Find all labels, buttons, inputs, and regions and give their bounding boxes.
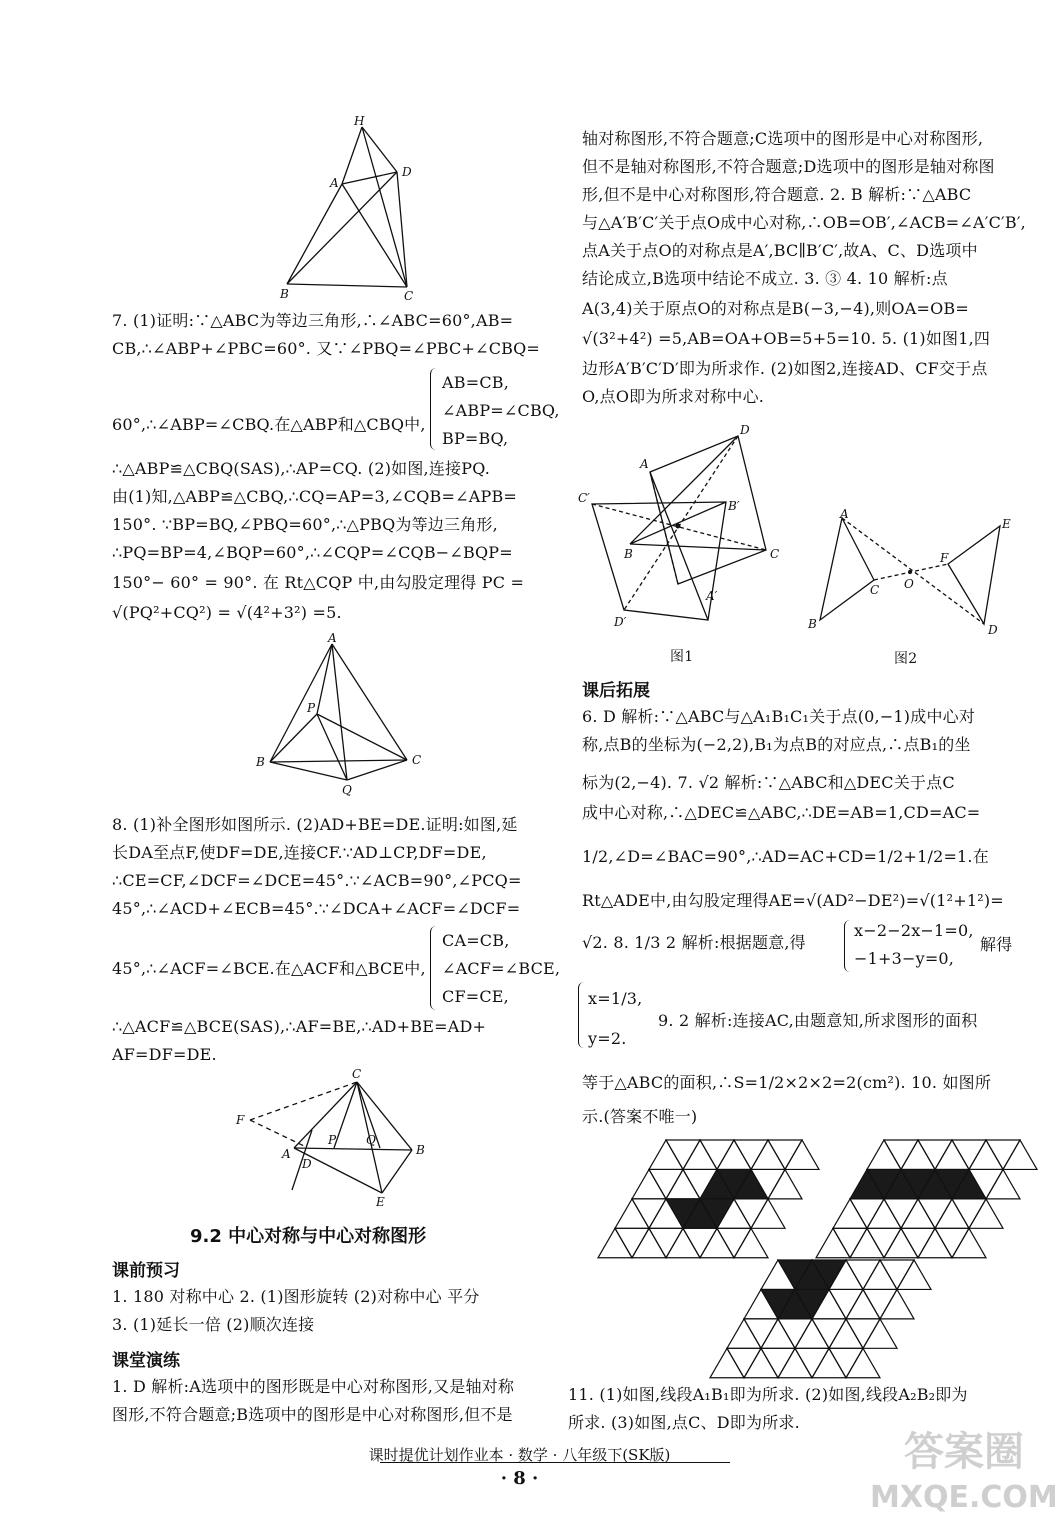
- p7-line4: ∴△ABP≌△CBQ(SAS),∴AP=CQ. (2)如图,连接PQ.: [112, 459, 490, 478]
- grid-triangle: [666, 1140, 700, 1169]
- label-D: D: [988, 623, 998, 637]
- grid-triangle: [649, 1140, 683, 1169]
- grid-triangle: [935, 1199, 969, 1228]
- grid-triangle: [710, 1348, 744, 1377]
- figure-apbcq: [252, 632, 432, 802]
- class-line1: 1. D 解析:A选项中的图形既是中心对称图形,又是轴对称: [112, 1377, 515, 1396]
- grid-triangle: [863, 1319, 897, 1348]
- grid-triangle: [952, 1228, 986, 1257]
- grid-triangle: [778, 1348, 812, 1377]
- grid-triangle: [666, 1169, 700, 1198]
- label-B: B: [808, 617, 817, 631]
- p7-line5: 由(1)知,△ABP≌△CBQ,∴CQ=AP=3,∠CQB=∠APB=: [112, 487, 518, 506]
- grid-triangle: [727, 1319, 761, 1348]
- grid-triangle: [863, 1260, 897, 1289]
- grid-triangle: [598, 1228, 632, 1257]
- r-line7: A(3,4)关于原点O的对称点是B(−3,−4),则OA=OB=: [582, 299, 969, 318]
- label-F: F: [940, 551, 949, 565]
- a-line10: 示.(答案不唯一): [582, 1107, 698, 1126]
- label-B: B: [416, 1143, 425, 1157]
- grid-triangle: [918, 1199, 952, 1228]
- figure-1-quadrilaterals: [578, 424, 798, 634]
- grid-triangle: [615, 1199, 649, 1228]
- class-heading: 课堂演练: [112, 1351, 180, 1371]
- p11-line2: 所求. (3)如图,点C、D即为所求.: [568, 1413, 800, 1432]
- p7-line6: 150°. ∵BP=BQ,∠PBQ=60°,∴△PBQ为等边三角形,: [112, 515, 498, 534]
- footer-title: 课时提优计划作业本 · 数学 · 八年级下(SK版): [368, 1446, 671, 1464]
- grid-triangle: [812, 1348, 846, 1377]
- grid-triangle: [666, 1228, 700, 1257]
- grid-triangle: [615, 1228, 649, 1257]
- grid-triangle: [1003, 1140, 1037, 1169]
- p7-brace-2: ∠ABP=∠CBQ,: [442, 401, 560, 420]
- label-F: F: [236, 1113, 245, 1127]
- grid-triangle: [863, 1289, 897, 1318]
- grid-triangle: [751, 1140, 785, 1169]
- p7-line8: 150°− 60° = 90°. 在 Rt△CQP 中,由勾股定理得 PC =: [112, 573, 525, 592]
- pre-heading: 课前预习: [112, 1261, 180, 1281]
- fig1-caption: 图1: [670, 649, 694, 665]
- grid-triangle: [727, 1348, 761, 1377]
- system1-eq2: −1+3−y=0,: [854, 949, 955, 968]
- a-line6: Rt△ADE中,由勾股定理得AE=√(AD²−DE²)=√(1²+1²)=: [582, 891, 1004, 910]
- label-C: C: [404, 289, 414, 303]
- grid-triangle: [897, 1260, 931, 1289]
- p7-line3: 60°,∴∠ABP=∠CBQ.在△ABP和△CBQ中,: [112, 415, 426, 434]
- label-D: D: [740, 423, 750, 437]
- p7-line2: CB,∴∠ABP+∠PBC=60°. 又∵∠PBQ=∠PBC+∠CBQ=: [112, 339, 541, 358]
- grid-triangle: [717, 1228, 751, 1257]
- system1-eq1: x−2−2x−1=0,: [854, 921, 974, 940]
- grid-triangle: [744, 1348, 778, 1377]
- grid-triangle: [768, 1169, 802, 1198]
- grid-triangle: [850, 1199, 884, 1228]
- pre-line2: 3. (1)延长一倍 (2)顺次连接: [112, 1315, 315, 1334]
- p7-brace-1: AB=CB,: [442, 373, 510, 392]
- grid-triangle: [734, 1228, 768, 1257]
- grid-triangle: [969, 1199, 1003, 1228]
- after-heading: 课后拓展: [582, 681, 650, 701]
- grid-triangle: [751, 1199, 785, 1228]
- grid-triangle: [734, 1140, 768, 1169]
- p8-brace-1: CA=CB,: [442, 931, 510, 950]
- grid-triangle: [880, 1289, 914, 1318]
- label-D: D: [402, 165, 412, 179]
- p8-line7: AF=DF=DE.: [112, 1045, 217, 1064]
- a-line9: 等于△ABC的面积,∴S=1/2×2×2=2(cm²). 10. 如图所: [582, 1073, 992, 1092]
- r-line6: 结论成立,B选项中结论不成立. 3. ③ 4. 10 解析:点: [582, 269, 948, 288]
- label-A: A: [330, 176, 339, 190]
- grid-triangle: [846, 1348, 880, 1377]
- page-number: · 8 ·: [500, 1468, 539, 1489]
- grid-triangle: [901, 1140, 935, 1169]
- grid-triangle: [829, 1319, 863, 1348]
- grid-triangle: [867, 1140, 901, 1169]
- r-line5: 点A关于点O的对称点是A′,BC∥B′C′,故A、C、D选项中: [582, 241, 978, 260]
- grid-triangle: [918, 1140, 952, 1169]
- grid-triangle: [867, 1228, 901, 1257]
- watermark-url: MXQE.COM: [870, 1480, 1058, 1515]
- label-C: C: [412, 753, 422, 767]
- r-line2: 但不是轴对称图形,不符合题意;D选项中的图形是轴对称图: [582, 157, 995, 176]
- grid-triangle: [632, 1228, 666, 1257]
- grid-triangle: [717, 1140, 751, 1169]
- figure-hadbc: [282, 112, 432, 302]
- grid-triangle: [935, 1140, 969, 1169]
- label-P: P: [328, 1133, 337, 1147]
- class-line2: 图形,不符合题意;B选项中的图形是中心对称图形,但不是: [112, 1405, 513, 1424]
- label-C: C: [770, 547, 780, 561]
- grid-a: [598, 1140, 819, 1258]
- a-line5: 1/2,∠D=∠BAC=90°,∴AD=AC+CD=1/2+1/2=1.在: [582, 847, 989, 866]
- pre-line1: 1. 180 对称中心 2. (1)图形旋转 (2)对称中心 平分: [112, 1287, 480, 1306]
- label-C-prime: C′: [578, 491, 590, 505]
- grid-triangle: [901, 1199, 935, 1228]
- label-E: E: [1002, 517, 1011, 531]
- grid-triangle: [952, 1140, 986, 1169]
- a-line2: 称,点B的坐标为(−2,2),B₁为点B的对应点,∴点B₁的坐: [582, 735, 971, 754]
- grid-triangle: [683, 1140, 717, 1169]
- triangle-grids: [598, 1140, 1028, 1380]
- r-line4: 与△A′B′C′关于点O成中心对称,∴OB=OB′,∠ACB=∠A′C′B′,: [582, 213, 1026, 232]
- p8-line6: ∴△ACF≌△BCE(SAS),∴AF=BE,∴AD+BE=AD+: [112, 1017, 487, 1036]
- p8-line1: 8. (1)补全图形如图所示. (2)AD+BE=DE.证明:如图,延: [112, 815, 518, 834]
- label-B: B: [256, 755, 265, 769]
- grid-triangle: [795, 1319, 829, 1348]
- fig2-caption: 图2: [894, 651, 918, 667]
- label-A: A: [640, 457, 649, 471]
- grid-triangle: [884, 1140, 918, 1169]
- p8-line4: 45°,∴∠ACD+∠ECB=45°.∵∠DCA+∠ACF=∠DCF=: [112, 899, 521, 918]
- p11-line1: 11. (1)如图,线段A₁B₁即为所求. (2)如图,线段A₂B₂即为: [568, 1385, 968, 1404]
- label-P: P: [307, 701, 316, 715]
- p8-line5: 45°,∴∠ACF=∠BCE.在△ACF和△BCE中,: [112, 959, 426, 978]
- grid-triangle: [880, 1260, 914, 1289]
- label-H: H: [354, 114, 365, 128]
- p8-brace-3: CF=CE,: [442, 987, 509, 1006]
- label-D-prime: D′: [614, 615, 627, 629]
- grid-triangle: [884, 1199, 918, 1228]
- label-E: E: [376, 1195, 385, 1209]
- label-Q: Q: [366, 1133, 376, 1147]
- grid-triangle: [795, 1348, 829, 1377]
- label-O: O: [904, 577, 914, 591]
- section-title: 9.2 中心对称与中心对称图形: [190, 1226, 427, 1247]
- grid-triangle: [632, 1169, 666, 1198]
- label-B: B: [280, 287, 289, 301]
- label-Q: Q: [342, 783, 352, 797]
- grid-triangle: [850, 1228, 884, 1257]
- r-line8: √(3²+4²) =5,AB=OA+OB=5+5=10. 5. (1)如图1,四: [582, 329, 991, 348]
- label-A: A: [282, 1147, 291, 1161]
- label-B: B: [624, 547, 633, 561]
- grid-triangle: [969, 1140, 1003, 1169]
- r-line3: 形,但不是中心对称图形,符合题意. 2. B 解析:∵△ABC: [582, 185, 972, 204]
- grid-triangle: [649, 1169, 683, 1198]
- grid-triangle: [768, 1140, 802, 1169]
- grid-triangle: [901, 1228, 935, 1257]
- grid-triangle: [846, 1289, 880, 1318]
- grid-triangle: [778, 1319, 812, 1348]
- label-C: C: [352, 1067, 362, 1081]
- a-line3: 标为(2,−4). 7. √2 解析:∵△ABC和△DEC关于点C: [582, 773, 955, 792]
- p7-line1: 7. (1)证明:∵△ABC为等边三角形,∴∠ABC=60°,AB=: [112, 311, 514, 330]
- a-line7: √2. 8. 1/3 2 解析:根据题意,得: [582, 933, 806, 952]
- r-line10: O,点O即为所求对称中心.: [582, 387, 765, 406]
- grid-triangle: [761, 1319, 795, 1348]
- grid-triangle: [761, 1348, 795, 1377]
- label-D: D: [302, 1157, 312, 1171]
- grid-triangle: [744, 1319, 778, 1348]
- grid-triangle: [829, 1289, 863, 1318]
- figure-2-center: [804, 508, 1014, 638]
- grid-triangle: [986, 1140, 1020, 1169]
- p7-brace-3: BP=BQ,: [442, 429, 509, 448]
- grid-triangle: [785, 1140, 819, 1169]
- grid-triangle: [632, 1199, 666, 1228]
- grid-triangle: [846, 1260, 880, 1289]
- label-B-prime: B′: [728, 499, 740, 513]
- grid-triangle: [867, 1199, 901, 1228]
- grid-triangle: [700, 1228, 734, 1257]
- system1-tail: 解得: [980, 935, 1013, 954]
- r-line9: 边形A′B′C′D′即为所求作. (2)如图2,连接AD、CF交于点: [582, 359, 988, 378]
- label-A: A: [328, 631, 337, 645]
- grid-c: [710, 1260, 931, 1378]
- a-line8: 9. 2 解析:连接AC,由题意知,所求图形的面积: [658, 1011, 978, 1030]
- watermark-logo: 答案圈: [904, 1429, 1024, 1475]
- grid-triangle: [935, 1228, 969, 1257]
- grid-triangle: [816, 1228, 850, 1257]
- grid-triangle: [700, 1140, 734, 1169]
- grid-b: [816, 1140, 1037, 1258]
- grid-triangle: [846, 1319, 880, 1348]
- grid-triangle: [918, 1228, 952, 1257]
- p7-line9: √(PQ²+CQ²) = √(4²+3²) =5.: [112, 603, 342, 622]
- grid-triangle: [833, 1199, 867, 1228]
- system2-eq2: y=2.: [588, 1029, 627, 1048]
- p8-brace-2: ∠ACF=∠BCE,: [442, 959, 561, 978]
- r-line1: 轴对称图形,不符合题意;C选项中的图形是中心对称图形,: [582, 129, 984, 148]
- grid-triangle: [952, 1199, 986, 1228]
- label-A: A: [840, 507, 849, 521]
- grid-triangle: [734, 1199, 768, 1228]
- label-C: C: [870, 583, 880, 597]
- grid-triangle: [649, 1228, 683, 1257]
- grid-triangle: [833, 1228, 867, 1257]
- label-A-prime: A′: [706, 589, 718, 603]
- p8-line2: 长DA至点F,使DF=DE,连接CF.∵AD⊥CP,DF=DE,: [112, 843, 487, 862]
- a-line4: 成中心对称,∴△DEC≌△ABC,∴DE=AB=1,CD=AC=: [582, 803, 981, 822]
- p8-line3: ∴CE=CF,∠DCF=∠DCE=45°.∵∠ACB=90°,∠PCQ=: [112, 871, 522, 890]
- grid-triangle: [986, 1169, 1020, 1198]
- grid-triangle: [683, 1228, 717, 1257]
- grid-triangle: [812, 1319, 846, 1348]
- figure-cfpqadbe: [232, 1068, 442, 1208]
- a-line1: 6. D 解析:∵△ABC与△A₁B₁C₁关于点(0,−1)成中心对: [582, 707, 976, 726]
- grid-triangle: [829, 1348, 863, 1377]
- system2-eq1: x=1/3,: [588, 989, 643, 1008]
- p7-line7: ∴PQ=BP=4,∠BQP=60°,∴∠CQP=∠CQB−∠BQP=: [112, 543, 513, 562]
- grid-triangle: [884, 1228, 918, 1257]
